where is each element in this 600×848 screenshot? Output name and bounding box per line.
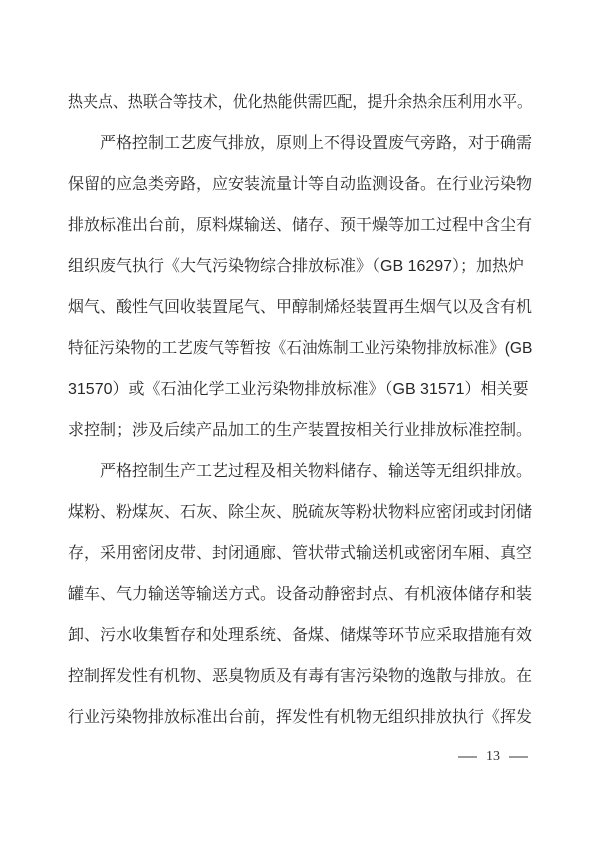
text-line-15: 控制挥发性有机物、恶臭物质及有毒有害污染物的逸散与排放。在 xyxy=(68,668,533,685)
footer-dash-left-icon xyxy=(458,756,477,758)
text-line-5: 组织废气执行《大气污染物综合排放标准》（GB 16297）；加热炉 xyxy=(68,258,525,275)
footer-dash-right-icon xyxy=(509,756,528,758)
text-line-9: 求控制；涉及后续产品加工的生产装置按相关行业排放标准控制。 xyxy=(68,422,533,439)
text-line-6: 烟气、酸性气回收装置尾气、甲醇制烯烃装置再生烟气以及含有机 xyxy=(68,299,533,316)
text-line-3: 保留的应急类旁路，应安装流量计等自动监测设备。在行业污染物 xyxy=(68,176,533,193)
text-line-10: 严格控制生产工艺过程及相关物料储存、输送等无组织排放。 xyxy=(68,463,533,480)
text-line-7: 特征污染物的工艺废气等暂按《石油炼制工业污染物排放标准》(GB xyxy=(68,340,533,357)
text-line-12: 存，采用密闭皮带、封闭通廊、管状带式输送机或密闭车厢、真空 xyxy=(68,545,533,562)
text-line-13: 罐车、气力输送等输送方式。设备动静密封点、有机液体储存和装 xyxy=(68,586,533,603)
page-number: 13 xyxy=(486,749,500,764)
text-line-1: 热夹点、热联合等技术，优化热能供需匹配，提升余热余压利用水平。 xyxy=(68,94,533,111)
text-line-8: 31570）或《石油化学工业污染物排放标准》（GB 31571）相关要 xyxy=(68,381,529,398)
text-line-16: 行业污染物排放标准出台前，挥发性有机物无组织排放执行《挥发 xyxy=(68,709,533,726)
text-line-11: 煤粉、粉煤灰、石灰、除尘灰、脱硫灰等粉状物料应密闭或封闭储 xyxy=(68,504,533,521)
text-line-4: 排放标准出台前，原料煤输送、储存、预干燥等加工过程中含尘有 xyxy=(68,217,533,234)
text-line-14: 卸、污水收集暂存和处理系统、备煤、储煤等环节应采取措施有效 xyxy=(68,627,533,644)
text-line-2: 严格控制工艺废气排放，原则上不得设置废气旁路，对于确需 xyxy=(68,135,533,152)
body-text xyxy=(68,82,532,738)
page-footer xyxy=(458,750,528,764)
